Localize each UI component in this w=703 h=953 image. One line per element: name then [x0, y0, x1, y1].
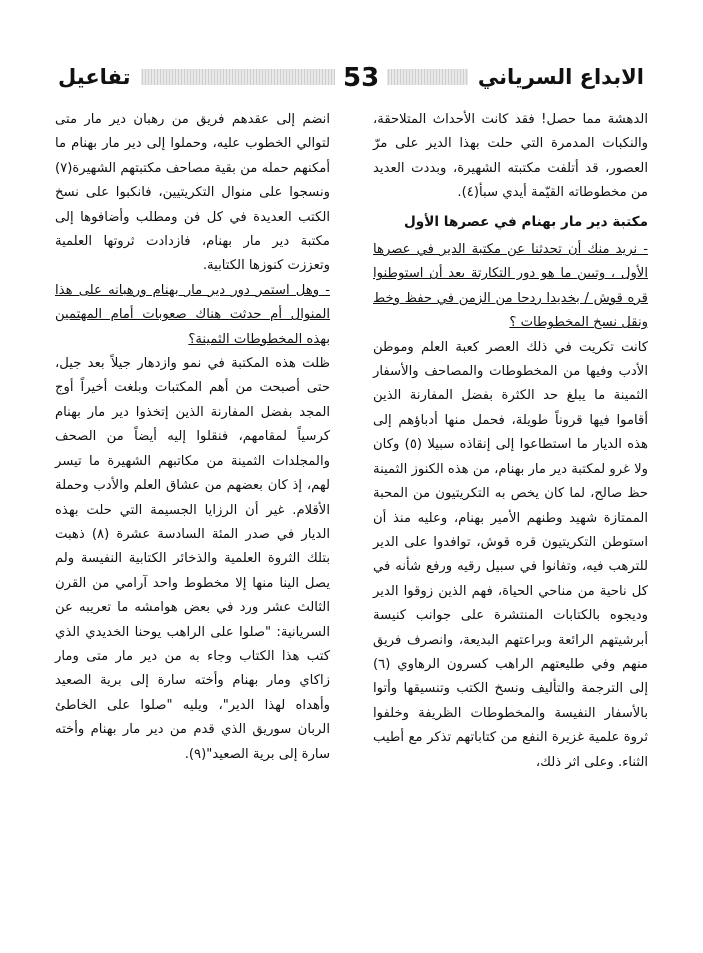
interview-question: - نريد منك أن تحدثنا عن مكتبة الدير في عصرها الأول ، وتبين ما هو دور التكارتة بعد أن استوطنوا قره قوش / بخديدا ردحا من الزمن في حفظ وخط ونقل نسخ المخطوطات ؟: [373, 242, 648, 331]
article-column-right: [373, 108, 648, 775]
paragraph-answer: كانت تكريت في ذلك العصر كعبة العلم وموطن الأدب وفيها من المخطوطات والمصاحف والأسفار الثمينة ما يبلغ حد الكثرة بفضل المفارنة الذين أقاموا فيها قروناً طويلة، فحمل منها أدباؤهم إلى هذه الديار ما استطاعوا إلى إنقاذه سبيلا (٥) وكان ولا غرو لمكتبة دير مار بهنام، من هذه الكنوز الثمينة حظ صالح، لما كان يخص به التكريتيون من المحبة الممتازة شهيد وطنهم الأمير بهنام، وعليه منذ أن استوطن التكريتيون قره قوش، توافدوا على الدير للترهب فيه، وتفانوا في سبيل رقيه ورفع شأنه في كل ناحية من مناحي الحياة، فهم الذين زوقوا الدير وديجوه بالكتابات المنتشرة على جوانب كنيسة أبرشيتهم الرائعة وبراعتهم البديعة، وانصرف فريق منهم وفي طليعتهم الراهب كسرون الرهاوي (٦) إلى الترجمة والتأليف ونسخ الكتب وتنسيقها وأتوا بالأسفار النفيسة والمخطوطات الظريفة وخلفوا ثروة علمية غزيرة النفع من كتاباتهم تذكر مع أطيب الثناء. وعلى اثر ذلك،: [373, 339, 649, 770]
paragraph-answer: ظلت هذه المكتبة في نمو وازدهار جيلاً بعد جيل، حتى أصبحت من أهم المكتبات وبلغت أخيراً أوج المجد بفضل المفارنة الذين إتخذوا دير مار بهنام كرسياً لمقامهم، فنقلوا إليه أيضاً من الصحف والمجلدات الثمينة من مكاتبهم الشهيرة ما تيسر لهم، إذ كان بعضهم من عشاق العلم والأدب وحملة الأقلام. غير أن الرزايا الجسيمة التي حلت بهذه الديار في صدر المئة السادسة عشرة (٨) ذهبت بتلك الثروة العلمية والذخائر الكتابية النفيسة ولم يصل الينا منها إلا مخطوط واحد آرامي من القرن الثالث عشر ورد في بعض هوامشه ما تعريبه عن السريانية: "صلوا على الراهب يوحنا الخديدي الذي كتب هذا الكتاب وجاء به من دير مار متى ومار زاكاي ومار بهنام وأخته سارة إلى برية الصعيد وأهداه لهذا الدير"، ويليه "صلوا على الخاطئ الربان سوريق الذي قدم من دير مار بهنام وأخته سارة إلى برية الصعيد"(٩).: [55, 356, 330, 762]
interview-question: - وهل استمر دور دير مار بهنام ورهبانه على هذا المنوال أم حدثت هناك صعوبات أمام المهتمين بهذه المخطوطات الثمينة؟: [55, 282, 330, 347]
section-heading: مكتبة دير مار بهنام في عصرها الأول: [404, 213, 648, 230]
paragraph-intro: الدهشة مما حصل! فقد كانت الأحداث المتلاحقة، والنكبات المدمرة التي حلت بهذا الدير على مرّ العصور، قد أتلفت مكتبته الشهيرة، وبددت العديد من مخطوطاته القيّمة أيدي سبأ(٤).: [373, 112, 648, 201]
page-number: 53: [335, 58, 387, 98]
paragraph-intro: انضم إلى عقدهم فريق من رهبان دير مار متى لتوالي الخطوب عليه، وحملوا إلى دير مار بهنام ما أمكنهم حمله من بقية مصاحف مكتبتهم الشهيرة(٧) ونسجوا على منوال التكريتيين، فانكبوا على نسخ الكتب العديدة في كل فن ومطلب وأضافوها إلى مكتبة دير مار بهنام، فازدادت ثروتها العلمية وتعززت كنوزها الكتابية.: [55, 112, 330, 274]
article-column-left: [55, 108, 330, 767]
magazine-title: الابداع السرياني: [468, 62, 652, 92]
section-title: تفاعيل: [52, 62, 141, 92]
page-header: [52, 58, 652, 102]
